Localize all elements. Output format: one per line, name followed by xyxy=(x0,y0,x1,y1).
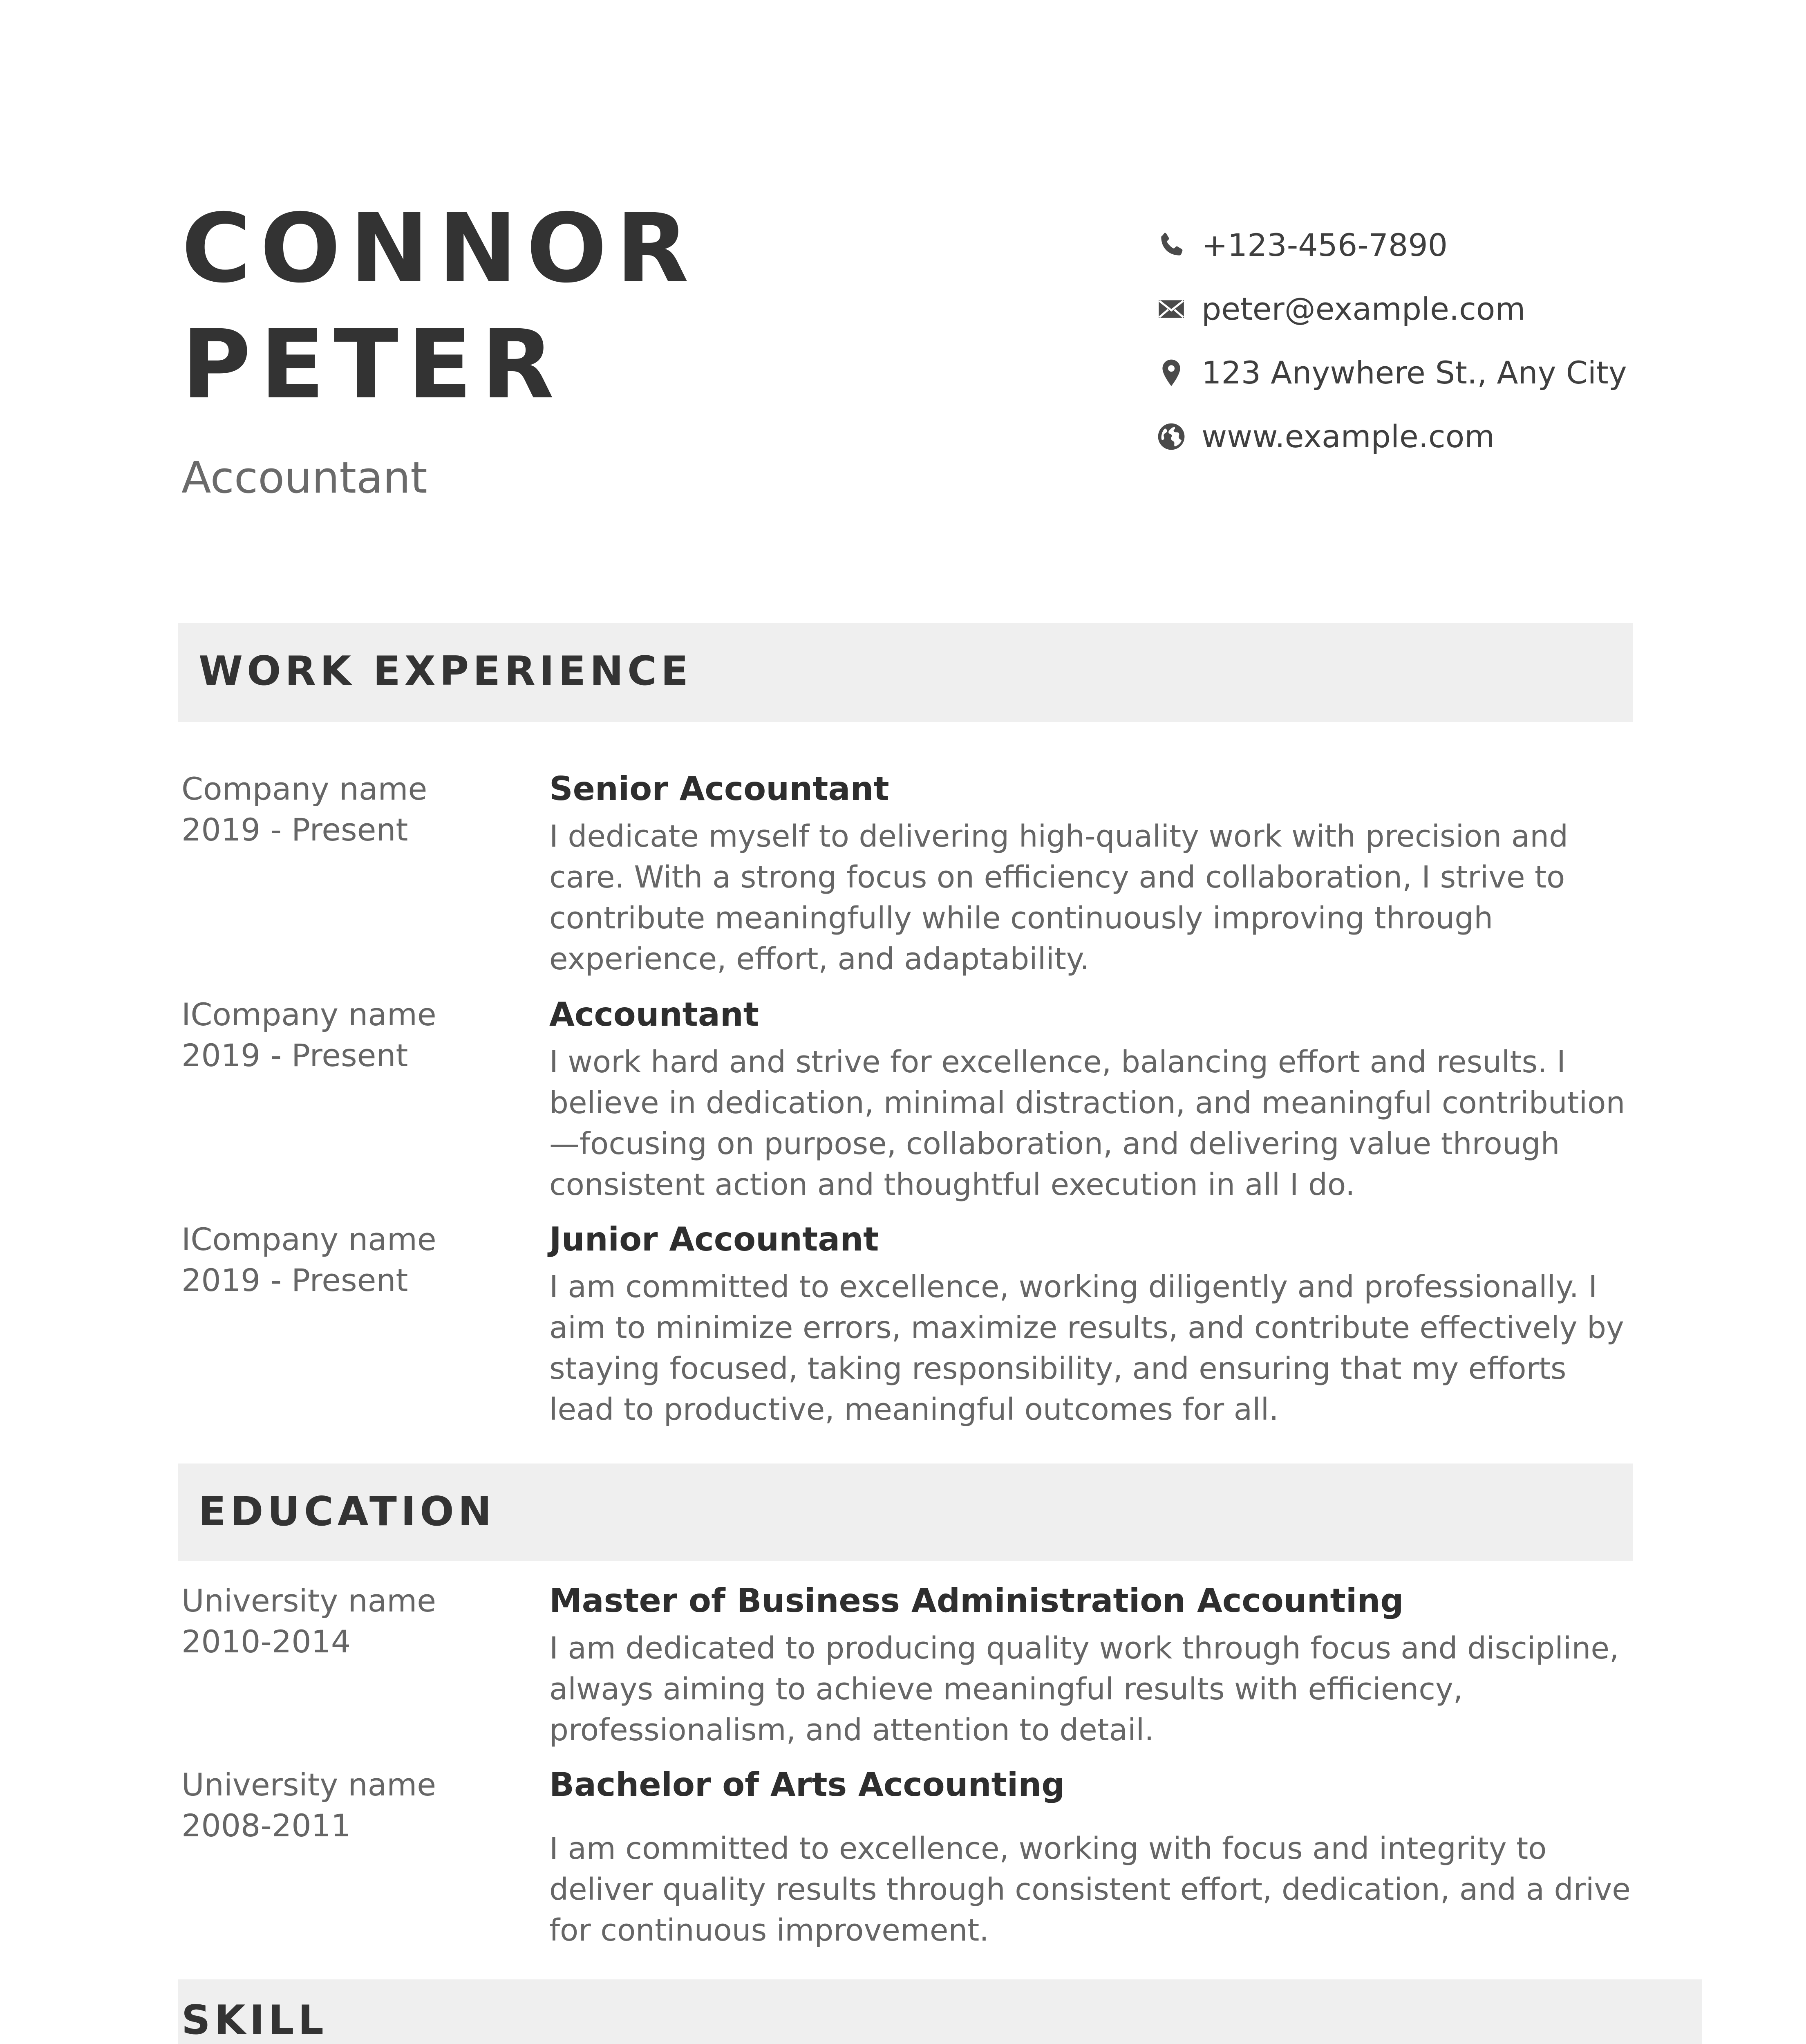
education-entry-meta xyxy=(181,1764,525,1846)
contact-phone xyxy=(1155,213,1686,277)
globe-icon xyxy=(1155,420,1188,453)
email-text: peter@example.com xyxy=(1202,291,1526,327)
name-last: PETER xyxy=(181,309,563,420)
location-pin-icon xyxy=(1155,356,1188,389)
work-entry-meta xyxy=(181,1219,525,1301)
work-entry-body xyxy=(549,994,1636,1205)
section-title-education: EDUCATION xyxy=(199,1488,496,1535)
education-dates: 2008-2011 xyxy=(181,1807,351,1844)
contact-email xyxy=(1155,277,1686,341)
education-entry-body xyxy=(549,1764,1636,1951)
section-bar-skill xyxy=(178,1979,1702,2044)
university-name: University name xyxy=(181,1766,436,1803)
phone-icon xyxy=(1155,229,1188,262)
work-entry-body xyxy=(549,1219,1636,1430)
job-title: Accountant xyxy=(181,453,427,503)
contact-info xyxy=(1155,213,1686,468)
education-description: I am committed to excellence, working with focus and integrity to deliver quality results through consistent effort, dedication, and a drive for continuous improvement. xyxy=(549,1831,1631,1948)
university-name: University name xyxy=(181,1582,436,1619)
job-role: Accountant xyxy=(549,995,759,1033)
degree-title: Bachelor of Arts Accounting xyxy=(549,1766,1065,1804)
job-description: I work hard and strive for excellence, balancing effort and results. I believe in dedication, minimal distraction, and meaningful contribution—focusing on purpose, collaboration, and delivering value through consistent action and thoughtful execution in all I do. xyxy=(549,1044,1625,1202)
company-name: ICompany name xyxy=(181,1221,436,1257)
company-name: ICompany name xyxy=(181,996,436,1033)
company-name: Company name xyxy=(181,771,427,807)
work-entry-meta xyxy=(181,769,525,850)
work-dates: 2019 - Present xyxy=(181,811,408,848)
work-entry-body xyxy=(549,769,1636,979)
section-title-skill: SKILL xyxy=(181,1997,328,2044)
education-entry-meta xyxy=(181,1580,525,1662)
work-dates: 2019 - Present xyxy=(181,1037,408,1074)
education-dates: 2010-2014 xyxy=(181,1623,351,1660)
name-first: CONNOR xyxy=(181,193,698,304)
section-bar-education xyxy=(178,1464,1633,1561)
contact-website xyxy=(1155,405,1686,468)
job-role: Junior Accountant xyxy=(549,1220,879,1258)
degree-title: Master of Business Administration Accounting xyxy=(549,1582,1404,1620)
job-role: Senior Accountant xyxy=(549,770,889,808)
work-dates: 2019 - Present xyxy=(181,1262,408,1298)
job-description: I dedicate myself to delivering high-quality work with precision and care. With a strong focus on efficiency and collaboration, I strive to contribute meaningfully while continuously improving through experience, effort, and adaptability. xyxy=(549,819,1569,977)
contact-address xyxy=(1155,341,1686,405)
envelope-icon xyxy=(1155,293,1188,325)
section-bar-work-experience xyxy=(178,623,1633,722)
work-entry-meta xyxy=(181,994,525,1076)
education-description: I am dedicated to producing quality work through focus and discipline, always aiming to achieve meaningful results with efficiency, professionalism, and attention to detail. xyxy=(549,1631,1619,1748)
phone-text: +123-456-7890 xyxy=(1202,227,1448,263)
section-title-work-experience: WORK EXPERIENCE xyxy=(199,648,692,695)
website-text: www.example.com xyxy=(1202,418,1495,455)
job-description: I am committed to excellence, working diligently and professionally. I aim to minimize errors, maximize results, and contribute effectively by staying focused, taking responsibility, and ensuring that my efforts lead to productive, meaningful outcomes for all. xyxy=(549,1269,1624,1427)
address-text: 123 Anywhere St., Any City xyxy=(1202,354,1627,391)
education-entry-body xyxy=(549,1580,1636,1750)
